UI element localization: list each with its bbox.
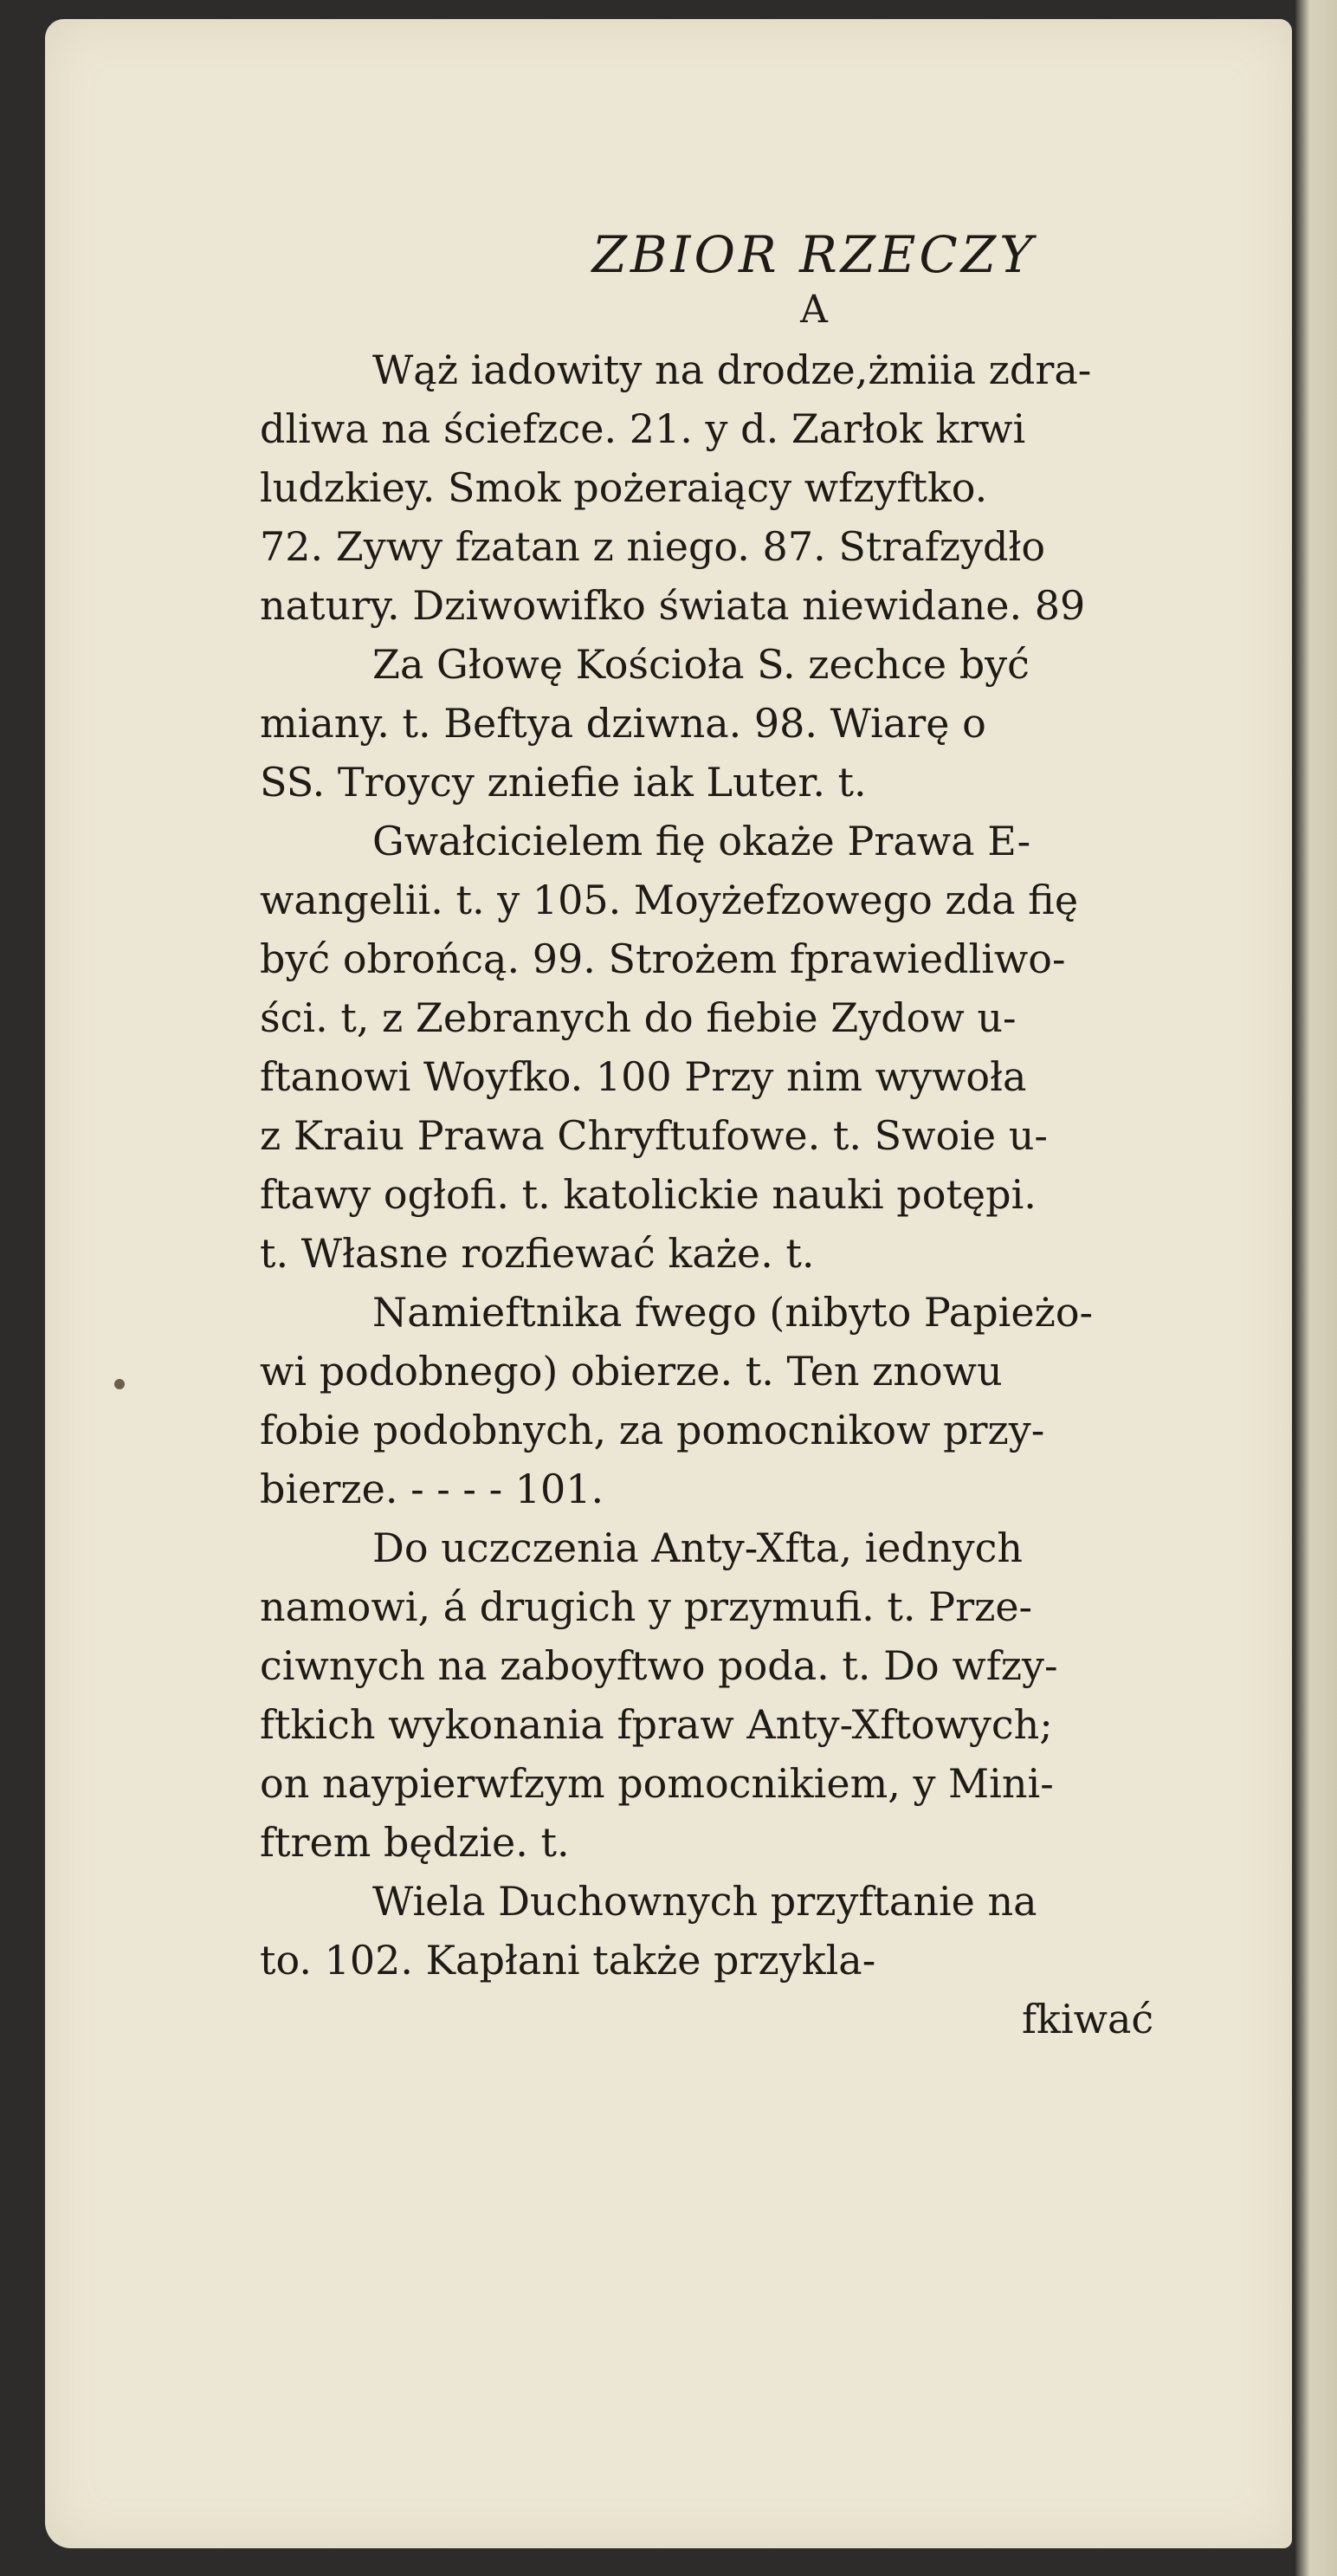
- text-line: miany. t. Beftya dziwna. 98. Wiarę o: [260, 700, 986, 747]
- text-line: ludzkiey. Smok pożeraiący wfzyftko.: [260, 464, 988, 511]
- section-letter: A: [800, 288, 828, 332]
- page-heading: ZBIOR RZECZY: [591, 225, 1037, 284]
- text-line: Do uczczenia Anty-Xfta, iednych: [372, 1524, 1023, 1571]
- text-line: wi podobnego) obierze. t. Ten znowu: [260, 1348, 1003, 1395]
- text-line: dliwa na ściefzce. 21. y d. Zarłok krwi: [260, 405, 1026, 452]
- text-line: z Kraiu Prawa Chryftufowe. t. Swoie u-: [260, 1112, 1048, 1159]
- text-line: 72. Zywy fzatan z niego. 87. Strafzydło: [260, 523, 1046, 570]
- text-line: Namieftnika fwego (nibyto Papieżo-: [372, 1289, 1094, 1336]
- page-text: [260, 225, 1264, 2049]
- text-line: Wiela Duchownych przyftanie na: [372, 1878, 1037, 1925]
- text-line: on naypierwfzym pomocnikiem, y Mini-: [260, 1760, 1054, 1807]
- text-line: być obrońcą. 99. Strożem fprawiedliwo-: [260, 935, 1066, 982]
- text-line: ciwnych na zaboyftwo poda. t. Do wfzy-: [260, 1642, 1058, 1689]
- text-line: t. Własne rozfiewać każe. t.: [260, 1230, 815, 1277]
- text-line: ści. t, z Zebranych do fiebie Zydow u-: [260, 994, 1017, 1041]
- text-line: Wąż iadowity na drodze,żmiia zdra-: [372, 346, 1092, 393]
- adjacent-page-edge: [1295, 0, 1337, 2576]
- text-line: fobie podobnych, za pomocnikow przy-: [260, 1407, 1045, 1453]
- text-line: wangelii. t. y 105. Moyżefzowego zda fię: [260, 877, 1079, 923]
- catchword: fkiwać: [1022, 1996, 1154, 2042]
- text-line: ftrem będzie. t.: [260, 1819, 570, 1866]
- text-line: natury. Dziwowifko świata niewidane. 89: [260, 582, 1086, 629]
- text-line: SS. Troycy zniefie iak Luter. t.: [260, 759, 867, 806]
- text-line: Za Głowę Kościoła S. zechce być: [372, 641, 1030, 688]
- text-line: to. 102. Kapłani także przykla-: [260, 1937, 876, 1984]
- text-line: bierze. - - - - 101.: [260, 1466, 604, 1512]
- text-line: ftkich wykonania fpraw Anty-Xftowych;: [260, 1701, 1053, 1748]
- ink-spot: [114, 1379, 125, 1389]
- text-line: ftawy ogłofi. t. katolickie nauki potępi.: [260, 1171, 1037, 1218]
- text-line: namowi, á drugich y przymufi. t. Prze-: [260, 1583, 1033, 1630]
- text-line: Gwałcicielem fię okaże Prawa E-: [372, 818, 1031, 864]
- text-line: ftanowi Woyfko. 100 Przy nim wywoła: [260, 1053, 1027, 1100]
